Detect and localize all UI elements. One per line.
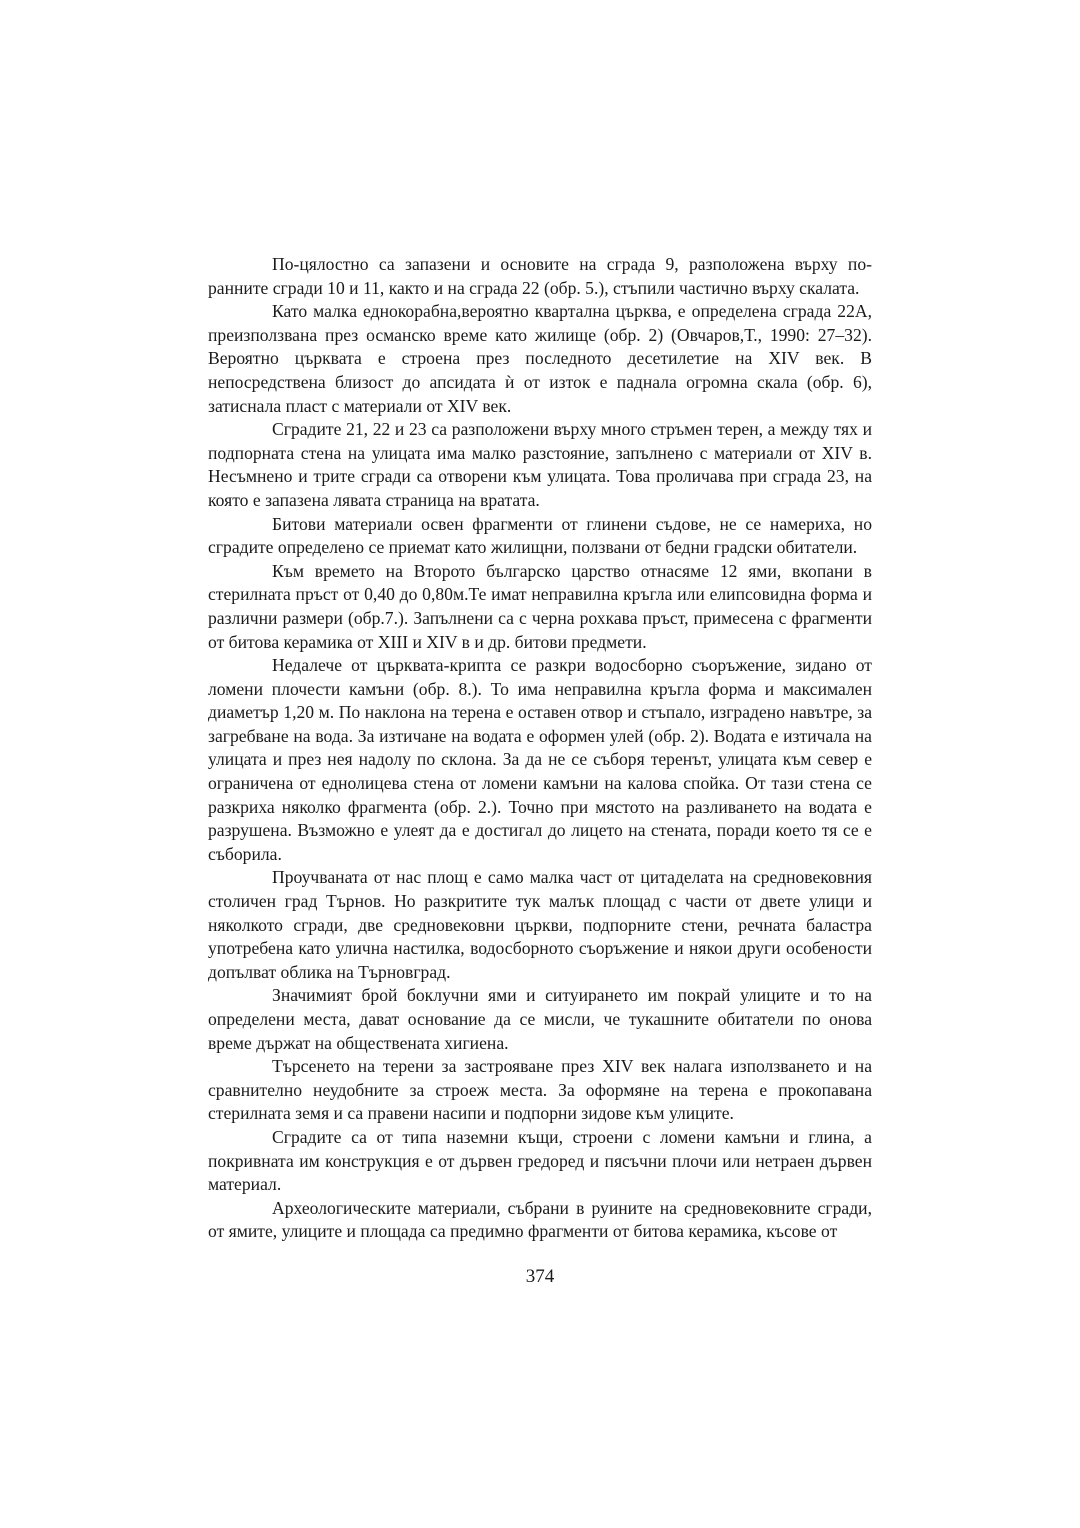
- paragraph: Сградите са от типа наземни къщи, строени с ломени камъни и глина, а покривната им конструкция е от дървен гредоред и пясъчни плочи или нетраен дървен материал.: [208, 1126, 872, 1195]
- paragraph: Значимият брой боклучни ями и ситуирането им покрай улиците и то на определени места, дават основание да се мисли, че тукашните обитатели по онова време държат на обществената хигиена.: [208, 985, 872, 1053]
- paragraph: Търсенето на терени за застрояване през XIV век налага използването и на сравнително неудобните за строеж места. За оформяне на терена е прокопавана стерилната земя и са правени насипи и подпорни зидове към улиците.: [208, 1056, 872, 1124]
- paragraph: Археологическите материали, събрани в руините на средновековните сгради, от ямите, улиците и площада са предимно фрагменти от битова керамика, късове от: [208, 1197, 872, 1242]
- paragraph: Недалече от църквата-крипта се разкри водосборно съоръжение, зидано от ломени плочести камъни (обр. 8.). То има неправилна кръгла форма и максимален диаметър 1,20 м. По наклона на терена е оставен отвор и стъпало, изградено навътре, за загребване на вода. За изтичане на водата е оформен улей (обр. 2). Водата е изтичала на улицата и през нея надолу по склона. За да не се съборя теренът, улицата към север е ограничена от еднолицева стена от ломени камъни на калова спойка. От тази стена се разкриха няколко фрагмента (обр. 2.). Точно при мястото на разливането на водата е разрушена. Възможно е улеят да е достигал до лицето на стената, поради което тя се е съборила.: [208, 655, 872, 864]
- paragraph: Като малка еднокорабна,вероятно квартална църква, е определена сграда 22А, преизползвана през османско време като жилище (обр. 2) (Овчаров,Т., 1990: 27–32). Вероятно църквата е строена през последното десетилетие на XIV век. В непосредствена близост до апсидата ѝ от изток е паднала огромна скала (обр. 6), затиснала пласт с материали от XIV век.: [208, 301, 872, 416]
- page-number: 374: [525, 1266, 555, 1287]
- body-text: [208, 253, 872, 1244]
- paragraph: Битови материали освен фрагменти от глинени съдове, не се намериха, но сградите определено се приемат като жилищни, ползвани от бедни градски обитатели.: [208, 513, 872, 558]
- paragraph: Проучваната от нас площ е само малка част от цитаделата на средновековния столичен град Търнов. Но разкритите тук малък площад с части от двете улици и няколкото сгради, две средновековни църкви, подпорните стени, речната баластра употребена като улична настилка, водосборното съоръжение и някои други особености допълват облика на Търновград.: [208, 867, 872, 982]
- paragraph: Към времето на Второто българско царство отнасяме 12 ями, вкопани в стерилната пръст от 0,40 до 0,80м.Те имат неправилна кръгла или елипсовидна форма и различни размери (обр.7.). Запълнени са с черна рохкава пръст, примесена с фрагменти от битова керамика от XIII и XIV в и др. битови предмети.: [208, 560, 872, 652]
- paragraph: По-цялостно са запазени и основите на сграда 9, разположена върху по-ранните сгради 10 и 11, както и на сграда 22 (обр. 5.), стъпили частично върху скалата.: [208, 254, 872, 298]
- paragraph: Сградите 21, 22 и 23 са разположени върху много стръмен терен, а между тях и подпорната стена на улицата има малко разстояние, запълнено с материали от XIV в. Несъмнено и трите сгради са отворени към улицата. Това проличава при сграда 23, на която е запазена лявата страница на вратата.: [208, 419, 872, 510]
